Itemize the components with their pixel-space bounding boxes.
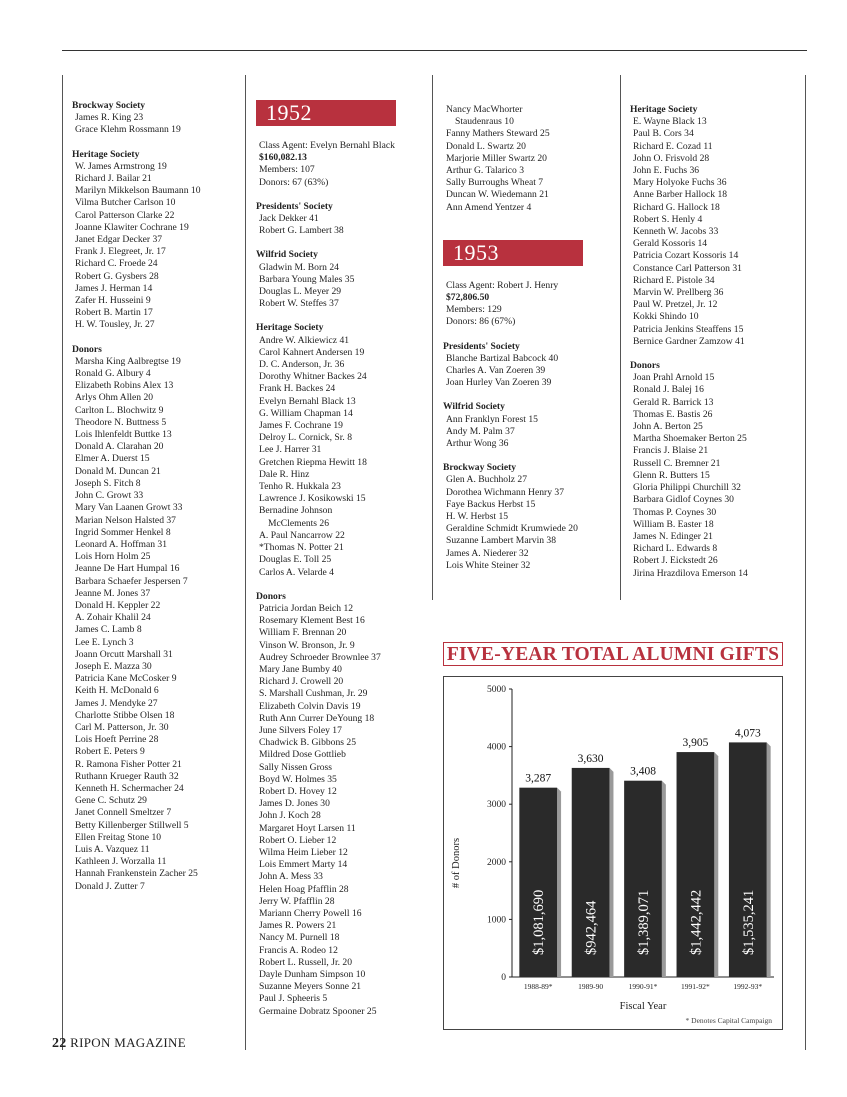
donor-name: Richard E. Pistole 34 xyxy=(633,274,715,286)
y-tick-label: 5000 xyxy=(487,685,506,695)
column-divider-4 xyxy=(620,75,621,600)
donor-name: Blanche Bartizal Babcock 40 xyxy=(446,352,559,364)
class-agent: Class Agent: Robert J. Henry xyxy=(446,279,559,291)
donor-name: Francis J. Blaise 21 xyxy=(633,445,709,457)
chart-footnote: * Denotes Capital Campaign xyxy=(685,1016,772,1025)
donor-name: Lawrence J. Kosikowski 15 xyxy=(259,493,366,505)
donor-name: Arthur G. Talarico 3 xyxy=(446,165,525,177)
donor-name: Kenneth H. Schermacher 24 xyxy=(75,782,184,794)
donor-name: Joan Prahl Arnold 15 xyxy=(633,372,715,384)
bar-value-label: 3,408 xyxy=(630,765,656,778)
class-sections xyxy=(256,201,428,1018)
donor-column-2 xyxy=(256,100,428,1018)
donor-name: Dale R. Hinz xyxy=(259,468,310,480)
donor-name: Robert O. Lieber 12 xyxy=(259,834,337,846)
donor-name: Ruth Ann Currer DeYoung 18 xyxy=(259,712,375,724)
donor-name: Kokki Shindo 10 xyxy=(633,311,699,323)
donor-name: Ronald G. Albury 4 xyxy=(75,368,151,380)
donor-name: Duncan W. Wiedemann 21 xyxy=(446,189,549,201)
donor-name: Arlys Ohm Allen 20 xyxy=(75,392,154,404)
class-year-banner-1952: 1952 xyxy=(256,100,396,126)
bar-dollar-label: $1,389,071 xyxy=(636,889,652,955)
donor-name: Joanne Klawiter Cochrane 19 xyxy=(75,221,189,233)
donor-name: Sally Burroughs Wheat 7 xyxy=(446,177,544,189)
donor-name: Douglas E. Toll 25 xyxy=(259,554,332,566)
donor-name: Lois Emmert Marty 14 xyxy=(259,859,348,871)
donor-name: Wilma Heim Lieber 12 xyxy=(259,846,348,858)
donor-name: Sally Nissen Gross xyxy=(259,761,333,773)
column-divider-2 xyxy=(245,75,246,1050)
bar-shadow xyxy=(557,788,561,977)
donor-name: Gladwin M. Born 24 xyxy=(259,261,339,273)
donor-name: McClements 26 xyxy=(268,517,330,529)
donor-name: *Thomas N. Potter 21 xyxy=(259,542,344,554)
bar-shadow xyxy=(714,752,718,977)
donor-name: Donald L. Swartz 20 xyxy=(446,140,526,152)
section-heading: Wilfrid Society xyxy=(256,249,318,261)
donor-name: Boyd W. Holmes 35 xyxy=(259,773,337,785)
donor-name: Mary Jane Bumby 40 xyxy=(259,663,342,675)
donor-name: Grace Klehm Rossmann 19 xyxy=(75,124,181,136)
donor-name: Theodore N. Buttness 5 xyxy=(75,416,167,428)
donor-name: Paul B. Cors 34 xyxy=(633,128,694,140)
donor-name: Richard G. Hallock 18 xyxy=(633,201,720,213)
donor-name: Robert W. Steffes 37 xyxy=(259,298,339,310)
donor-name: Carl M. Patterson, Jr. 30 xyxy=(75,721,169,733)
donor-name: Paul J. Spheeris 5 xyxy=(259,993,328,1005)
bar-dollar-label: $1,442,442 xyxy=(688,889,705,955)
donor-name: Joseph E. Mazza 30 xyxy=(75,660,152,672)
donor-name: Zafer H. Husseini 9 xyxy=(75,295,151,307)
donor-name: Dayle Dunham Simpson 10 xyxy=(259,969,366,980)
donor-name: Frank H. Backes 24 xyxy=(259,383,336,395)
donor-name: Carlos A. Velarde 4 xyxy=(259,566,334,578)
donor-name: Patricia Jenkins Steaffens 15 xyxy=(633,323,744,335)
donor-name: Vilma Butcher Carlson 10 xyxy=(75,197,176,209)
donor-name: John C. Growt 33 xyxy=(75,490,144,502)
donor-name: Frank J. Elegreet, Jr. 17 xyxy=(75,246,166,258)
donor-column-1 xyxy=(72,100,242,893)
section-heading: Wilfrid Society xyxy=(443,401,505,413)
page-number: 22 xyxy=(52,1036,67,1051)
donor-name: James N. Edinger 21 xyxy=(633,530,713,542)
donor-name: Glen A. Buchholz 27 xyxy=(446,474,528,486)
bar-value-label: 3,287 xyxy=(525,772,552,785)
donor-name: Patricia Kane McCosker 9 xyxy=(75,673,177,685)
donor-name: Martha Shoemaker Berton 25 xyxy=(633,433,747,445)
donor-name: Bernice Gardner Zamzow 41 xyxy=(633,335,745,347)
donor-name: Richard J. Crowell 20 xyxy=(259,676,344,688)
donor-column-3 xyxy=(443,104,618,572)
donor-name: Jirina Hrazdilova Emerson 14 xyxy=(633,567,748,579)
donor-name: Hannah Frankenstein Zacher 25 xyxy=(75,868,198,880)
donor-name: Staudenraus 10 xyxy=(455,116,514,128)
y-axis-label: # of Donors xyxy=(451,837,462,889)
donor-name: Lois Hoeft Perrine 28 xyxy=(75,734,159,746)
class-year-banner-1953: 1953 xyxy=(443,240,583,266)
donor-name: Barbara Young Males 35 xyxy=(259,273,355,285)
donor-name: Richard L. Edwards 8 xyxy=(633,543,718,555)
donor-name: Jerry W. Pfafflin 28 xyxy=(259,895,335,907)
donor-name: Andre W. Alkiewicz 41 xyxy=(259,334,350,346)
donor-name: Dorothea Wichmann Henry 37 xyxy=(446,486,564,498)
class-agent: Class Agent: Evelyn Bernahl Black xyxy=(259,140,395,151)
section-heading: Presidents' Society xyxy=(256,200,333,212)
donor-name: Nancy MacWhorter xyxy=(446,104,523,115)
donor-name: James D. Jones 30 xyxy=(259,798,330,810)
donor-name: Lee J. Harrer 31 xyxy=(259,444,322,456)
donor-name: Francis A. Rodeo 12 xyxy=(259,944,338,956)
donor-name: Rosemary Klement Best 16 xyxy=(259,615,365,627)
donor-name: Paul W. Pretzel, Jr. 12 xyxy=(633,299,718,311)
donor-name: Marvin W. Prellberg 36 xyxy=(633,287,724,299)
donor-name: Ingrid Sommer Henkel 8 xyxy=(75,526,171,538)
continued-list xyxy=(443,104,618,214)
donor-name: Donald M. Duncan 21 xyxy=(75,465,161,477)
y-tick-label: 1000 xyxy=(487,915,506,926)
donor-name: James A. Niederer 32 xyxy=(446,547,529,559)
donor-name: Richard E. Cozad 11 xyxy=(633,140,713,152)
donor-name: Glenn R. Butters 15 xyxy=(633,469,710,481)
donor-name: John J. Koch 28 xyxy=(259,810,321,822)
donor-name: Ann Franklyn Forest 15 xyxy=(446,413,538,425)
donor-column-4 xyxy=(630,104,802,580)
donor-name: Bernadine Johnson xyxy=(259,505,333,517)
x-tick-label: 1990-91* xyxy=(628,982,658,991)
bar-shadow xyxy=(767,742,771,977)
section-heading: Donors xyxy=(630,360,660,372)
donor-name: Luis A. Vazquez 11 xyxy=(75,843,150,855)
x-tick-label: 1991-92* xyxy=(681,982,710,991)
donor-name: Donald A. Clarahan 20 xyxy=(75,441,164,453)
donor-name: Donald H. Keppler 22 xyxy=(75,599,161,611)
donor-name: D. C. Anderson, Jr. 36 xyxy=(259,359,345,371)
donor-name: Marjorie Miller Swartz 20 xyxy=(446,152,547,164)
donor-name: Ruthann Krueger Rauth 32 xyxy=(75,770,179,782)
donor-name: Constance Carl Patterson 31 xyxy=(633,262,742,274)
donor-name: E. Wayne Black 13 xyxy=(633,116,707,128)
donor-name: Mildred Dose Gottlieb xyxy=(259,749,346,761)
donor-name: Mary Holyoke Fuchs 36 xyxy=(633,177,727,189)
donor-name: Robert G. Gysbers 28 xyxy=(75,270,159,282)
donor-name: Barbara Schaefer Jespersen 7 xyxy=(75,575,188,587)
donor-name: Keith H. McDonald 6 xyxy=(75,685,159,697)
donor-name: Lois Ihlenfeldt Buttke 13 xyxy=(75,429,172,441)
donor-name: Robert L. Russell, Jr. 20 xyxy=(259,956,353,968)
magazine-name: RIPON MAGAZINE xyxy=(70,1035,186,1050)
section-heading: Presidents' Society xyxy=(443,340,520,352)
donor-name: Patricia Jordan Beich 12 xyxy=(259,602,354,614)
donor-name: Elizabeth Colvin Davis 19 xyxy=(259,700,361,712)
donor-name: Nancy M. Purnell 18 xyxy=(259,932,340,944)
donor-name: June Silvers Foley 17 xyxy=(259,724,342,736)
donor-name: Elmer A. Duerst 15 xyxy=(75,453,150,465)
donor-name: Dorothy Whitner Backes 24 xyxy=(259,371,367,383)
y-tick-label: 3000 xyxy=(487,800,506,811)
donor-name: Marian Nelson Halsted 37 xyxy=(75,514,176,526)
section-heading: Heritage Society xyxy=(630,104,698,115)
bar-shadow xyxy=(662,781,666,977)
top-rule xyxy=(62,50,807,51)
donor-name: Helen Hoag Pfafflin 28 xyxy=(259,883,349,895)
donor-name: Jeanne De Hart Humpal 16 xyxy=(75,563,180,575)
section-heading: Donors xyxy=(256,590,286,602)
donor-name: Carlton L. Blochwitz 9 xyxy=(75,404,164,416)
donor-name: Audrey Schroeder Brownlee 37 xyxy=(259,651,381,663)
donor-name: Margaret Hoyt Larsen 11 xyxy=(259,822,356,834)
bar-value-label: 3,630 xyxy=(577,752,604,765)
donor-name: Germaine Dobratz Spooner 25 xyxy=(259,1005,377,1017)
donor-name: Patricia Cozart Kossoris 14 xyxy=(633,250,739,262)
donor-name: Jeanne M. Jones 37 xyxy=(75,587,151,599)
bar-dollar-label: $942,464 xyxy=(583,900,600,955)
donor-name: H. W. Tousley, Jr. 27 xyxy=(75,319,155,331)
donor-name: A. Zohair Khalil 24 xyxy=(75,612,151,624)
donor-name: Gretchen Riepma Hewitt 18 xyxy=(259,456,367,468)
donor-name: Robert J. Eickstedt 26 xyxy=(633,555,718,567)
donor-name: Gloria Philippi Churchill 32 xyxy=(633,482,741,494)
donor-name: James J. Herman 14 xyxy=(75,282,153,294)
donor-name: Robert G. Lambert 38 xyxy=(259,225,344,237)
donor-name: W. James Armstrong 19 xyxy=(75,160,167,172)
donor-name: James R. King 23 xyxy=(75,112,144,124)
donor-name: Donald J. Zutter 7 xyxy=(75,880,145,892)
donor-name: Robert D. Hovey 12 xyxy=(259,785,337,797)
donor-name: John A. Berton 25 xyxy=(633,421,703,433)
donor-name: William F. Brennan 20 xyxy=(259,627,347,639)
donor-name: Lois White Steiner 32 xyxy=(446,559,531,571)
y-tick-label: 2000 xyxy=(487,857,506,868)
donor-name: Robert E. Peters 9 xyxy=(75,746,145,758)
donor-name: James R. Powers 21 xyxy=(259,920,337,932)
donor-name: John A. Mess 33 xyxy=(259,871,323,883)
y-tick-label: 0 xyxy=(501,973,506,983)
column-divider-1 xyxy=(62,75,63,1050)
donor-name: Gene C. Schutz 29 xyxy=(75,795,147,807)
class-total-amount: $160,082.13 xyxy=(259,152,307,164)
donor-name: Lee E. Lynch 3 xyxy=(75,636,134,648)
donor-name: H. W. Herbst 15 xyxy=(446,511,509,523)
donor-name: Chadwick B. Gibbons 25 xyxy=(259,737,357,749)
donor-name: Janet Edgar Decker 37 xyxy=(75,234,163,246)
donor-name: Suzanne Meyers Sonne 21 xyxy=(259,981,362,993)
donor-name: Ellen Freitag Stone 10 xyxy=(75,831,162,843)
x-tick-label: 1992-93* xyxy=(733,982,763,991)
class-sections xyxy=(443,341,618,572)
chart-title: FIVE-YEAR TOTAL ALUMNI GIFTS xyxy=(443,642,783,666)
donor-name: Robert B. Martin 17 xyxy=(75,307,153,319)
donor-name: Elizabeth Robins Alex 13 xyxy=(75,380,174,392)
donor-name: Andy M. Palm 37 xyxy=(446,425,515,437)
donor-name: Ronald J. Balej 16 xyxy=(633,384,704,396)
chart-frame xyxy=(443,676,783,1030)
donor-name: Gerald R. Barrick 13 xyxy=(633,396,714,408)
donor-name: Carol Kahnert Andersen 19 xyxy=(259,346,365,358)
donor-name: Russell C. Bremner 21 xyxy=(633,457,721,469)
donor-name: James C. Lamb 8 xyxy=(75,624,142,636)
x-tick-label: 1988-89* xyxy=(523,982,553,991)
donor-name: John E. Fuchs 36 xyxy=(633,165,700,177)
donor-name: Joseph S. Fitch 8 xyxy=(75,477,141,489)
donor-name: Leonard A. Hoffman 31 xyxy=(75,538,168,550)
donor-name: Vinson W. Bronson, Jr. 9 xyxy=(259,639,355,651)
donor-name: Ann Amend Yentzer 4 xyxy=(446,201,532,213)
donor-name: Marilyn Mikkelson Baumann 10 xyxy=(75,185,201,197)
donor-name: Kathleen J. Worzalla 11 xyxy=(75,856,167,868)
donor-name: Arthur Wong 36 xyxy=(446,438,509,450)
donor-name: Charlotte Stibbe Olsen 18 xyxy=(75,709,175,721)
donor-name: Thomas E. Bastis 26 xyxy=(633,408,713,420)
y-tick-label: 4000 xyxy=(487,742,506,753)
donor-name: A. Paul Nancarrow 22 xyxy=(259,529,345,541)
donor-name: William B. Easter 18 xyxy=(633,518,714,530)
bar-value-label: 4,073 xyxy=(734,727,761,740)
donor-name: G. William Chapman 14 xyxy=(259,407,353,419)
class-donors-count: Donors: 67 (63%) xyxy=(259,176,329,188)
donor-name: Anne Barber Hallock 18 xyxy=(633,189,728,201)
donor-name: James F. Cochrane 19 xyxy=(259,420,343,432)
donor-name: Kenneth W. Jacobs 33 xyxy=(633,226,719,238)
donor-name: Richard C. Froede 24 xyxy=(75,258,158,270)
donor-name: Charles A. Van Zoeren 39 xyxy=(446,365,546,377)
donor-name: Geraldine Schmidt Krumwiede 20 xyxy=(446,523,578,535)
donor-name: Faye Backus Herbst 15 xyxy=(446,498,536,510)
donor-name: Lois Horn Holm 25 xyxy=(75,551,151,563)
donor-name: Douglas L. Meyer 29 xyxy=(259,286,342,298)
donor-name: Richard J. Bailar 21 xyxy=(75,173,152,185)
donor-name: Robert S. Henly 4 xyxy=(633,213,703,225)
donor-name: Mariann Cherry Powell 16 xyxy=(259,907,362,919)
class-members: Members: 107 xyxy=(259,164,315,176)
bar-value-label: 3,905 xyxy=(682,737,709,750)
donor-name: Barbara Gidlof Coynes 30 xyxy=(633,494,734,506)
class-total-amount: $72,806.50 xyxy=(446,292,490,304)
donor-name: Jack Dekker 41 xyxy=(259,213,319,225)
donor-name: Delroy L. Cornick, Sr. 8 xyxy=(259,432,352,444)
donor-name: Mary Van Laanen Growt 33 xyxy=(75,502,183,514)
donor-name: Marsha King Aalbregtse 19 xyxy=(75,355,181,367)
class-members: Members: 129 xyxy=(446,304,502,316)
donor-name: R. Ramona Fisher Potter 21 xyxy=(75,758,182,770)
donor-name: James J. Mendyke 27 xyxy=(75,697,158,709)
bar-dollar-label: $1,081,690 xyxy=(531,889,548,955)
bar-dollar-label: $1,535,241 xyxy=(740,889,757,955)
donor-name: Joann Orcutt Marshall 31 xyxy=(75,648,173,660)
x-tick-label: 1989-90 xyxy=(578,982,604,991)
donor-name: Janet Connell Smeltzer 7 xyxy=(75,807,172,819)
column-divider-3 xyxy=(432,75,433,600)
donor-name: John O. Frisvold 28 xyxy=(633,152,710,164)
donor-name: Betty Killenberger Stillwell 5 xyxy=(75,819,189,831)
class-donors-count: Donors: 86 (67%) xyxy=(446,316,516,328)
donor-name: Joan Hurley Van Zoeren 39 xyxy=(446,377,552,389)
donor-name: Carol Patterson Clarke 22 xyxy=(75,209,175,221)
section-heading: Brockway Society xyxy=(443,462,517,474)
donor-name: Gerald Kossoris 14 xyxy=(633,238,708,250)
section-heading: Brockway Society xyxy=(72,100,146,111)
section-heading: Heritage Society xyxy=(72,148,140,160)
donor-name: Fanny Mathers Steward 25 xyxy=(446,128,550,140)
donor-name: Evelyn Bernahl Black 13 xyxy=(259,395,356,407)
column-divider-5 xyxy=(805,75,806,1050)
bar-chart xyxy=(444,677,781,1028)
section-heading: Heritage Society xyxy=(256,322,324,334)
bar-shadow xyxy=(609,768,613,977)
donor-name: Suzanne Lambert Marvin 38 xyxy=(446,535,557,547)
donor-name: S. Marshall Cushman, Jr. 29 xyxy=(259,688,368,700)
donor-name: Thomas P. Coynes 30 xyxy=(633,506,717,518)
donor-name: Tenho R. Hukkala 23 xyxy=(259,481,341,493)
x-axis-label: Fiscal Year xyxy=(619,1001,667,1012)
section-heading: Donors xyxy=(72,343,102,355)
page-footer xyxy=(52,1035,186,1052)
